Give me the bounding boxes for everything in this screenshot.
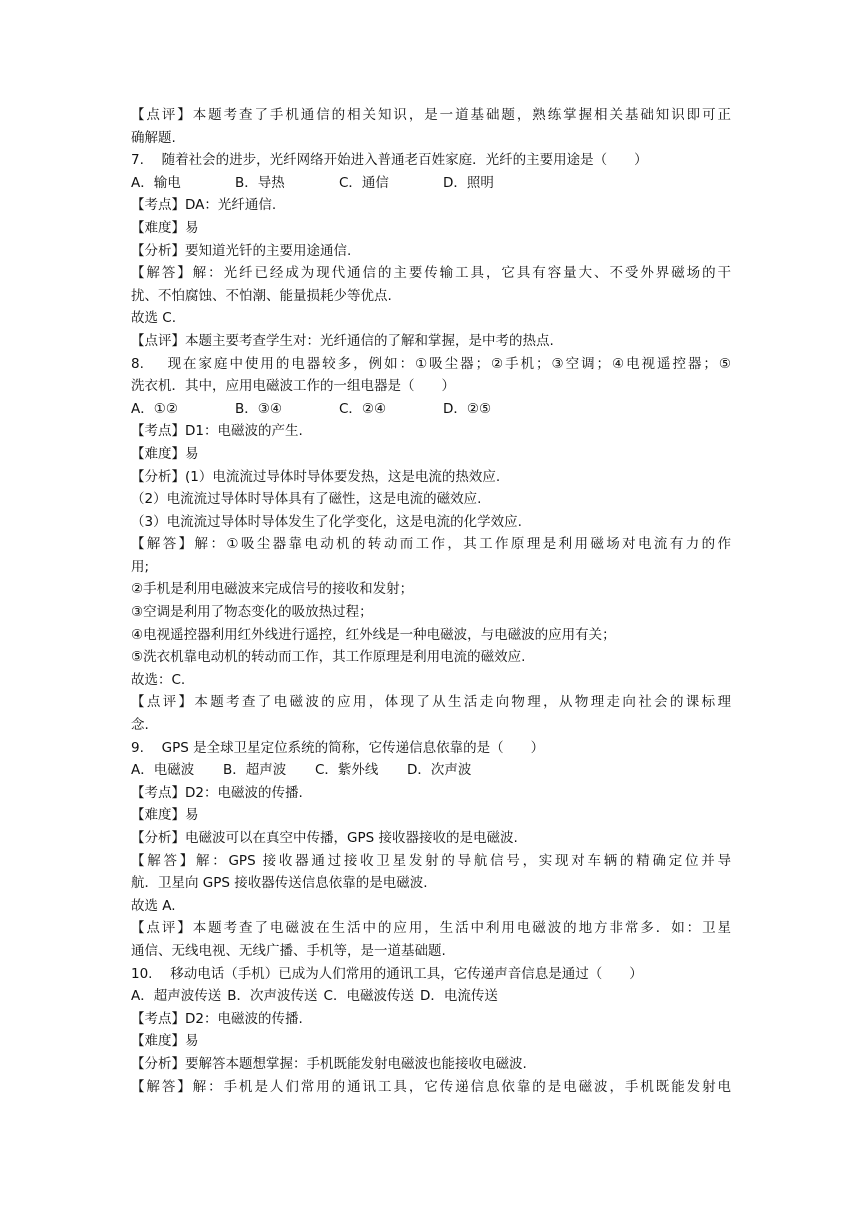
answer-option: C．紫外线 <box>315 762 379 779</box>
answer-option: C．②④ <box>339 400 387 417</box>
text-line: 7. 随着社会的进步，光纤网络开始进入普通老百姓家庭．光纤的主要用途是（ ） <box>131 152 648 169</box>
text-line: 10. 移动电话（手机）已成为人们常用的通讯工具，它传递声音信息是通过（ ） <box>131 965 643 982</box>
answer-options <box>131 172 731 195</box>
text-line: 【分析】要知道光钎的主要用途通信. <box>131 242 352 259</box>
text-line: 【难度】易 <box>131 445 199 462</box>
text-line: 【解答】解：①吸尘器靠电动机的转动而工作，其工作原理是利用磁场对电流有力的作 <box>131 536 731 553</box>
answer-option: A．①② <box>131 400 178 417</box>
text-line: 【分析】(1）电流流过导体时导体要发热，这是电流的热效应. <box>131 468 501 485</box>
text-line: 8. 现在家庭中使用的电器较多，例如：①吸尘器；②手机；③空调；④电视遥控器；⑤ <box>131 355 731 372</box>
text-line: 【点评】本题考查了电磁波在生活中的应用，生活中利用电磁波的地方非常多．如：卫星 <box>131 920 731 937</box>
answer-option: D．次声波 <box>407 762 472 779</box>
answer-option: B．③④ <box>235 400 282 417</box>
answer-option: B．次声波传送 <box>227 988 318 1005</box>
text-line: 故选：C. <box>131 671 186 688</box>
text-line: 【解答】解：手机是人们常用的通讯工具，它传递信息依靠的是电磁波，手机既能发射电 <box>131 1078 731 1095</box>
text-line: 【难度】易 <box>131 1033 199 1050</box>
answer-options <box>131 985 731 1008</box>
text-line: 【考点】D1：电磁波的产生. <box>131 423 303 440</box>
text-line: 故选 A. <box>131 897 176 914</box>
text-line: 航．卫星向 GPS 接收器传送信息依靠的是电磁波. <box>131 875 428 892</box>
text-line: （2）电流流过导体时导体具有了磁性，这是电流的磁效应. <box>131 491 482 508</box>
text-line: 【解答】解：GPS 接收器通过接收卫星发射的导航信号，实现对车辆的精确定位并导 <box>131 852 731 869</box>
document-page <box>131 104 731 1098</box>
answer-options <box>131 398 731 421</box>
text-line: 用; <box>131 558 150 575</box>
answer-option: B．超声波 <box>223 762 287 779</box>
answer-option: A．电磁波 <box>131 762 195 779</box>
answer-option: D．电流传送 <box>419 988 498 1005</box>
text-line: 【考点】D2：电磁波的传播. <box>131 1010 303 1027</box>
text-line: 【点评】本题主要考查学生对：光纤通信的了解和掌握，是中考的热点. <box>131 332 554 349</box>
text-line: 确解题. <box>131 129 176 146</box>
answer-option: D．②⑤ <box>443 400 492 417</box>
text-line: 【点评】本题考查了电磁波的应用，体现了从生活走向物理，从物理走向社会的课标理 <box>131 694 731 711</box>
text-line: 9. GPS 是全球卫星定位系统的简称，它传递信息依靠的是（ ） <box>131 739 545 756</box>
text-line: 【难度】易 <box>131 219 199 236</box>
text-line: 【分析】要解答本题想掌握：手机既能发射电磁波也能接收电磁波. <box>131 1055 527 1072</box>
answer-option: A．输电 <box>131 174 181 191</box>
text-line: 故选 C. <box>131 310 177 327</box>
text-line: ⑤洗衣机靠电动机的转动而工作，其工作原理是利用电流的磁效应. <box>131 649 526 666</box>
answer-option: D．照明 <box>443 174 494 191</box>
answer-option: C．电磁波传送 <box>323 988 414 1005</box>
answer-option: A．超声波传送 <box>131 988 222 1005</box>
answer-option: C．通信 <box>339 174 389 191</box>
text-line: 【难度】易 <box>131 807 199 824</box>
text-line: 【分析】电磁波可以在真空中传播，GPS 接收器接收的是电磁波. <box>131 830 518 846</box>
answer-options <box>131 759 731 782</box>
text-line: ②手机是利用电磁波来完成信号的接收和发射； <box>131 581 414 598</box>
text-line: 【考点】D2：电磁波的传播. <box>131 784 303 801</box>
text-line: 【解答】解：光纤已经成为现代通信的主要传输工具，它具有容量大、不受外界磁场的干 <box>131 265 731 282</box>
text-line: ④电视遥控器利用红外线进行遥控，红外线是一种电磁波，与电磁波的应用有关； <box>131 626 616 643</box>
text-line: 扰、不怕腐蚀、不怕潮、能量损耗少等优点. <box>131 287 392 304</box>
text-line: 【考点】DA：光纤通信. <box>131 197 277 214</box>
text-line: 念. <box>131 717 149 734</box>
text-line: 【点评】本题考查了手机通信的相关知识，是一道基础题，熟练掌握相关基础知识即可正 <box>131 107 731 123</box>
text-line: ③空调是利用了物态变化的吸放热过程； <box>131 604 373 621</box>
answer-option: B．导热 <box>235 174 285 191</box>
text-line: 通信、无线电视、无线广播、手机等，是一道基础题. <box>131 942 446 959</box>
text-line: 洗衣机．其中，应用电磁波工作的一组电器是（ ） <box>131 378 455 395</box>
text-line: （3）电流流过导体时导体发生了化学变化，这是电流的化学效应. <box>131 513 522 530</box>
